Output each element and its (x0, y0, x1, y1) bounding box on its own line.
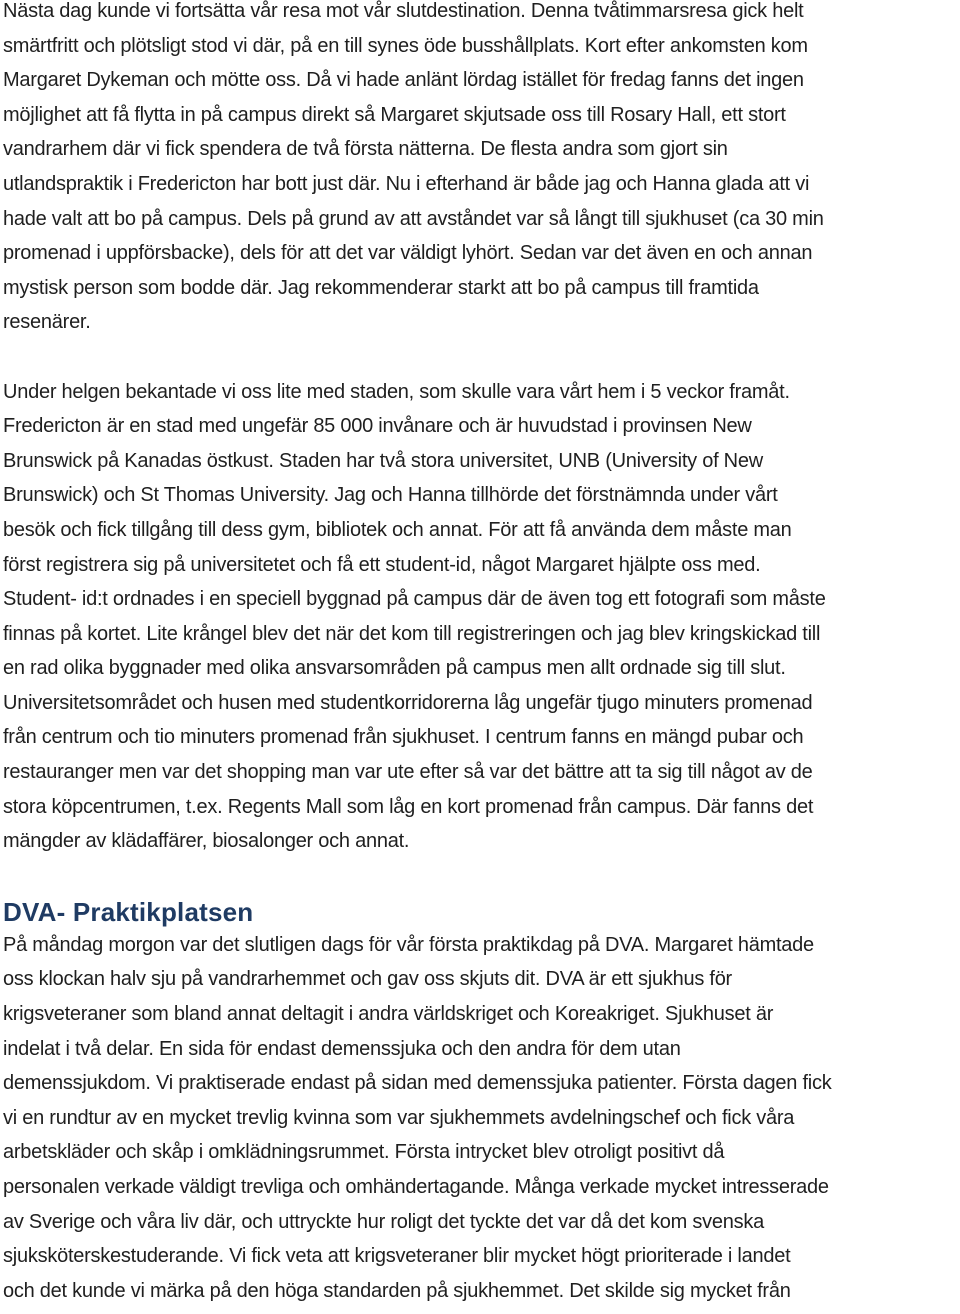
text-line: Student- id:t ordnades i en speciell byggnad på campus där de även tog ett fotografi som måste (3, 588, 826, 611)
text-line: Nästa dag kunde vi fortsätta vår resa mot vår slutdestination. Denna tvåtimmarsresa gick helt (3, 0, 804, 22)
text-line: mängder av klädaffärer, biosalonger och annat. (3, 830, 410, 853)
text-line: från centrum och tio minuters promenad från sjukhuset. I centrum fanns en mängd pubar och (3, 726, 804, 749)
text-line: stora köpcentrumen, t.ex. Regents Mall som låg en kort promenad från campus. Där fanns det (3, 795, 814, 818)
section-heading: DVA- Praktikplatsen (3, 896, 254, 927)
paragraph-city (3, 375, 958, 859)
text-line: besök och fick tillgång till dess gym, bibliotek och annat. För att få använda dem måste man (3, 518, 792, 541)
text-line: oss klockan halv sju på vandrarhemmet och gav oss skjuts dit. DVA är ett sjukhus för (3, 968, 732, 991)
section-spacer (3, 859, 958, 892)
text-line: indelat i två delar. En sida för endast demenssjuka och den andra för dem utan (3, 1037, 681, 1060)
text-line: På måndag morgon var det slutligen dags för vår första praktikdag på DVA. Margaret hämtade (3, 933, 814, 956)
text-line: smärtfritt och plötsligt stod vi där, på en till synes öde busshållplats. Kort efter ankomsten kom (3, 34, 808, 57)
text-line: möjlighet att få flytta in på campus direkt så Margaret skjutsade oss till Rosary Hall, ett stort (3, 103, 786, 126)
text-line: först registrera sig på universitetet och få ett student-id, något Margaret hjälpte oss med. (3, 553, 761, 576)
text-line: vandrarhem där vi fick spendera de två första nätterna. De flesta andra som gjort sin (3, 138, 728, 161)
paragraph-spacer (3, 340, 958, 375)
text-line: Brunswick) och St Thomas University. Jag och Hanna tillhörde det förstnämnda under vårt (3, 484, 778, 507)
document-page (3, 0, 958, 1308)
text-line: arbetskläder och skåp i omklädningsrummet. Första intrycket blev otroligt positivt då (3, 1141, 725, 1164)
text-line: Under helgen bekantade vi oss lite med staden, som skulle vara vårt hem i 5 veckor framåt. (3, 380, 790, 403)
text-line: mystisk person som bodde där. Jag rekommenderar starkt att bo på campus till framtida (3, 276, 759, 299)
text-line: finnas på kortet. Lite krångel blev det när det kom till registreringen och jag blev kringskickad till (3, 622, 821, 645)
text-line: demenssjukdom. Vi praktiserade endast på sidan med demenssjuka patienter. Första dagen fick (3, 1072, 832, 1095)
text-line: Fredericton är en stad med ungefär 85 000 invånare och är huvudstad i provinsen New (3, 415, 752, 438)
text-line: hade valt att bo på campus. Dels på grund av att avståndet var så långt till sjukhuset (ca 30 min (3, 207, 824, 230)
paragraph-workplace (3, 928, 958, 1309)
text-line: Margaret Dykeman och mötte oss. Då vi hade anlänt lördag istället för fredag fanns det ingen (3, 69, 804, 92)
text-line: vi en rundtur av en mycket trevlig kvinna som var sjukhemmets avdelningschef och fick våra (3, 1106, 795, 1129)
text-line: Brunswick på Kanadas östkust. Staden har två stora universitet, UNB (University of New (3, 449, 763, 472)
paragraph-travel (3, 0, 958, 340)
text-line: och det kunde vi märka på den höga standarden på sjukhemmet. Det skilde sig mycket från (3, 1279, 791, 1302)
text-line: promenad i uppförsbacke), dels för att det var väldigt lyhört. Sedan var det även en och annan (3, 242, 813, 265)
text-line: av Sverige och våra liv där, och uttryckte hur roligt det tyckte det var då det kom svenska (3, 1210, 764, 1233)
text-line: en rad olika byggnader med olika ansvarsområden på campus men allt ordnade sig till slut. (3, 657, 786, 680)
text-line: utlandspraktik i Fredericton har bott just där. Nu i efterhand är både jag och Hanna glada att vi (3, 172, 810, 195)
text-line: restauranger men var det shopping man var ute efter så var det bättre att ta sig till något av de (3, 761, 813, 784)
text-line: personalen verkade väldigt trevliga och omhändertagande. Många verkade mycket intresserade (3, 1176, 829, 1198)
text-line: resenärer. (3, 311, 91, 334)
text-line: krigsveteraner som bland annat deltagit i andra världskriget och Koreakriget. Sjukhuset är (3, 1003, 774, 1026)
text-line: Universitetsområdet och husen med studentkorridorerna låg ungefär tjugo minuters promenad (3, 691, 813, 714)
text-line: sjuksköterskestuderande. Vi fick veta att krigsveteraner blir mycket högt prioriterade i landet (3, 1245, 791, 1268)
